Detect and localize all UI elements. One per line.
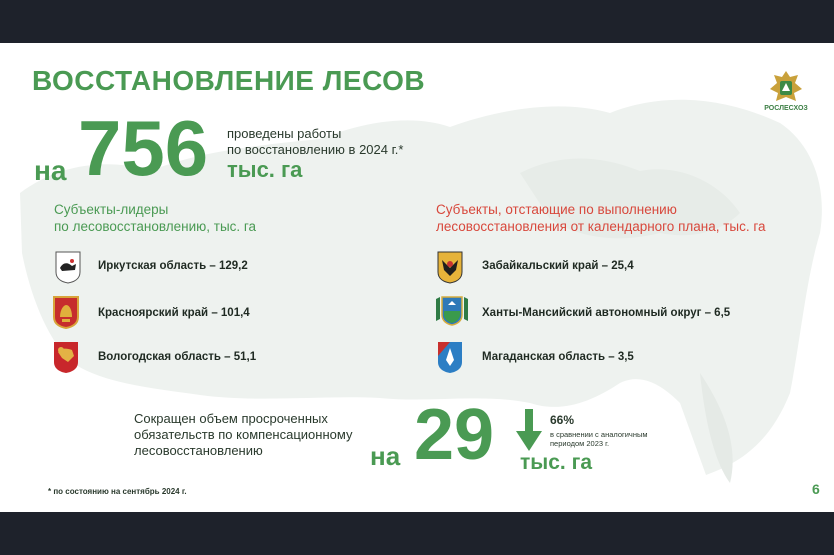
headline-description-line: по восстановлению в 2024 г.* [227, 142, 404, 157]
headline-prefix: на [34, 155, 67, 186]
leaders-heading-line: Субъекты-лидеры [54, 202, 169, 217]
slide [0, 43, 834, 512]
headline-unit: тыс. га [227, 157, 303, 182]
footnote: * по состоянию на сентябрь 2024 г. [48, 487, 187, 496]
laggards-heading-line: Субъекты, отстающие по выполнению [436, 202, 677, 217]
compensation-comparison-line: периодом 2023 г. [550, 439, 610, 448]
compensation-description [134, 411, 394, 459]
compensation-prefix: на [370, 441, 401, 471]
page-number: 6 [812, 481, 820, 497]
bottom-letterbox [0, 512, 834, 555]
headline-value: 756 [78, 104, 209, 192]
leader-item-vologda: Вологодская область – 51,1 [98, 351, 257, 363]
laggards-heading [436, 201, 816, 235]
headline-description-line: проведены работы [227, 126, 342, 141]
laggard-item-zabaikalsky: Забайкальский край – 25,4 [482, 260, 634, 272]
krasnoyarsk-emblem-icon [52, 295, 80, 329]
compensation-unit: тыс. га [520, 451, 592, 474]
leaders-heading [54, 201, 354, 235]
zabaikalsky-emblem-icon [436, 250, 464, 284]
leader-item-krasnoyarsk: Красноярский край – 101,4 [98, 307, 250, 319]
compensation-comparison-line: в сравнении с аналогичным [550, 430, 648, 439]
headline-description [227, 126, 457, 158]
logo-label: РОСЛЕСХОЗ [764, 105, 808, 112]
compensation-value: 29 [414, 395, 495, 475]
compensation-comparison [550, 430, 690, 448]
down-arrow-icon [516, 409, 542, 453]
magadan-emblem-icon [436, 340, 464, 374]
compensation-description-line: Сокращен объем просроченных [134, 411, 328, 426]
khmao-emblem-icon [434, 293, 470, 327]
laggard-item-khmao: Ханты-Мансийский автономный округ – 6,5 [482, 307, 731, 319]
laggards-heading-line: лесовосстановления от календарного плана, тыс. га [436, 219, 766, 234]
compensation-description-line: обязательств по компенсационному [134, 427, 353, 442]
compensation-percent: 66% [550, 413, 575, 427]
leader-item-irkutsk: Иркутская область – 129,2 [98, 260, 248, 272]
leaders-heading-line: по лесовосстановлению, тыс. га [54, 219, 257, 234]
top-letterbox [0, 0, 834, 43]
irkutsk-emblem-icon [54, 250, 82, 284]
compensation-description-line: лесовосстановлению [134, 443, 263, 458]
laggard-item-magadan: Магаданская область – 3,5 [482, 351, 634, 363]
page-title: ВОССТАНОВЛЕНИЕ ЛЕСОВ [32, 65, 426, 96]
vologda-emblem-icon [52, 340, 80, 374]
